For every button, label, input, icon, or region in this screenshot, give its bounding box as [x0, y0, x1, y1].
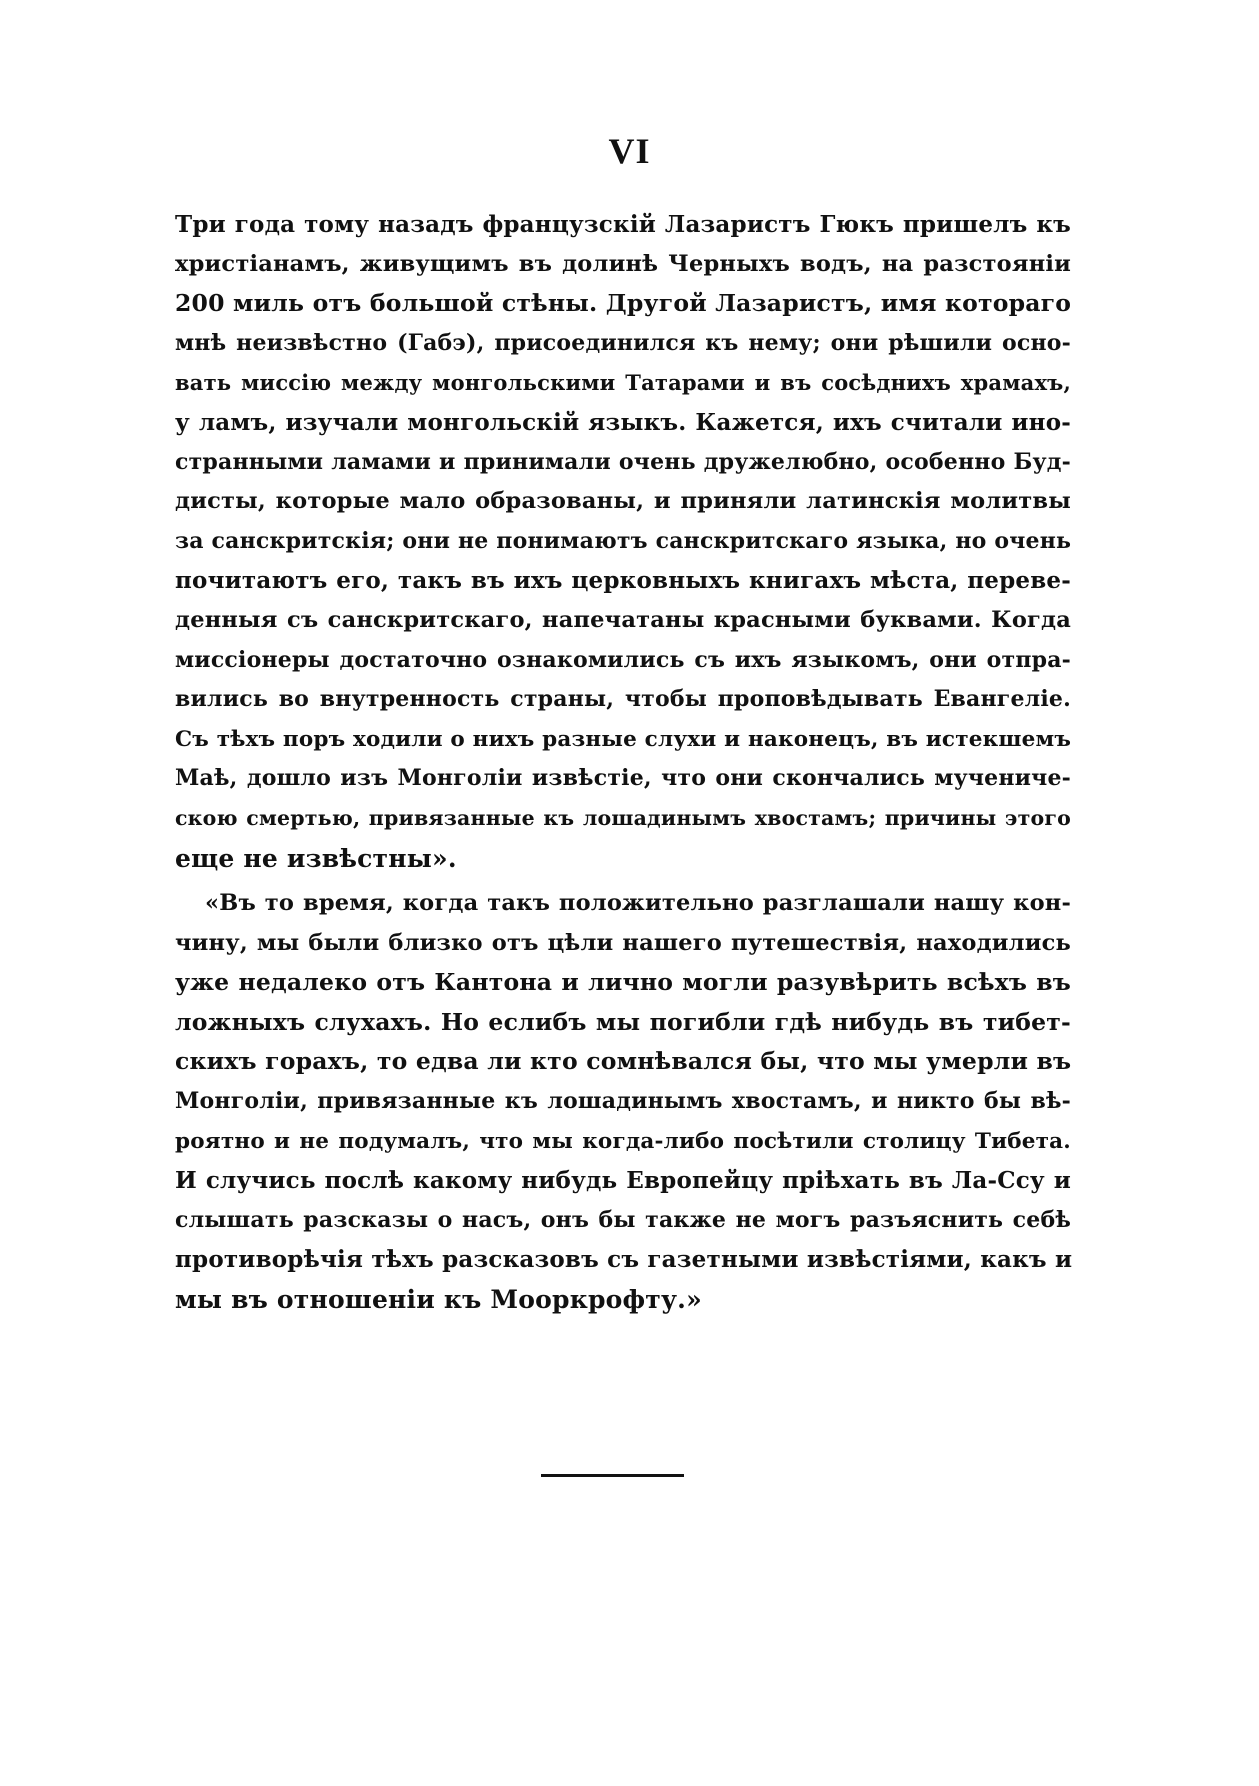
text-line: Маѣ, дошло изъ Монголіи извѣстіе, что они скончались мучениче- — [175, 765, 1071, 792]
text-line: скою смертью, привязанные къ лошадинымъ хвостамъ; причины этого — [175, 805, 1071, 830]
text-line: денныя съ санскритскаго, напечатаны красными буквами. Когда — [175, 606, 1071, 633]
text-line: вились во внутренность страны, чтобы проповѣдывать Евангеліе. — [175, 686, 1071, 713]
text-line: чину, мы были близко отъ цѣли нашего путешествія, находились — [175, 929, 1071, 956]
text-line: роятно и не подумалъ, что мы когда-либо посѣтили столицу Тибета. — [175, 1128, 1071, 1154]
paragraph-1 — [175, 205, 1071, 878]
text-line: мы въ отношеніи къ Мооркрофту.» — [175, 1285, 702, 1315]
section-end-rule — [541, 1474, 684, 1477]
text-line: Съ тѣхъ поръ ходили о нихъ разные слухи и наконецъ, въ истекшемъ — [175, 726, 1072, 752]
paragraph-2 — [175, 884, 1071, 1320]
text-body — [175, 205, 1071, 1320]
page-number: VI — [608, 131, 651, 171]
text-line: 200 миль отъ большой стѣны. Другой Лазаристъ, имя котораго — [175, 289, 1072, 318]
text-line: за санскритскія; они не понимаютъ санскритскаго языка, но очень — [175, 527, 1072, 554]
text-line: «Въ то время, когда такъ положительно разглашали нашу кон- — [205, 890, 1071, 917]
text-line: дисты, которые мало образованы, и приняли латинскія молитвы — [175, 488, 1071, 515]
text-line: уже недалеко отъ Кантона и лично могли разувѣрить всѣхъ въ — [175, 968, 1071, 997]
text-line: мнѣ неизвѣстно (Габэ), присоединился къ нему; они рѣшили осно- — [175, 329, 1071, 356]
text-line: у ламъ, изучали монгольскій языкъ. Кажется, ихъ считали ино- — [175, 408, 1071, 436]
text-line: скихъ горахъ, то едва ли кто сомнѣвался бы, что мы умерли въ — [175, 1047, 1072, 1076]
text-line: ложныхъ слухахъ. Но еслибъ мы погибли гдѣ нибудь въ тибет- — [175, 1007, 1071, 1036]
text-line: Монголіи, привязанные къ лошадинымъ хвостамъ, и никто бы вѣ- — [175, 1088, 1071, 1115]
text-line: слышать разсказы о насъ, онъ бы также не могъ разъяснить себѣ — [175, 1206, 1071, 1233]
text-line: И случись послѣ какому нибудь Европейцу пріѣхать въ Ла-Ссу и — [175, 1167, 1071, 1195]
text-line: противорѣчія тѣхъ разсказовъ съ газетными извѣстіями, какъ и — [175, 1246, 1073, 1274]
text-line: странными ламами и принимали очень дружелюбно, особенно Буд- — [175, 448, 1071, 475]
text-line: христіанамъ, живущимъ въ долинѣ Черныхъ водъ, на разстояніи — [175, 250, 1071, 277]
text-line: миссіонеры достаточно ознакомились съ ихъ языкомъ, они отпра- — [175, 646, 1071, 673]
text-line: еще не извѣстны». — [175, 843, 457, 873]
text-line: вать миссію между монгольскими Татарами и въ сосѣднихъ храмахъ, — [175, 370, 1071, 396]
text-line: почитаютъ его, такъ въ ихъ церковныхъ книгахъ мѣста, переве- — [175, 567, 1071, 595]
text-line: Три года тому назадъ французскій Лазаристъ Гюкъ пришелъ къ — [175, 211, 1071, 238]
